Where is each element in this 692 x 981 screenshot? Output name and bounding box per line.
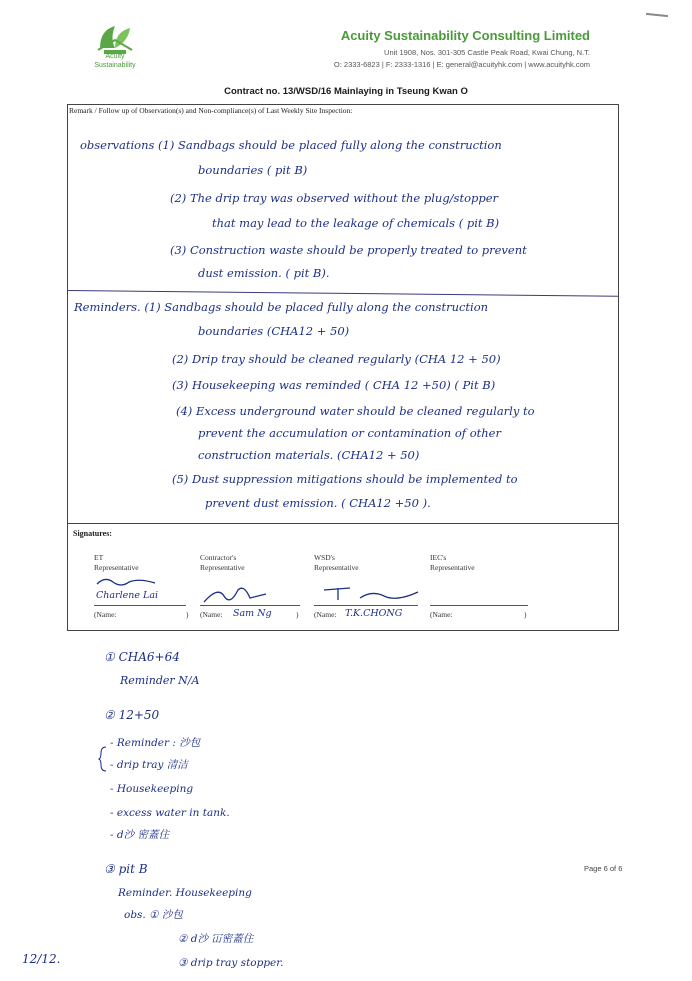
reminder-line: construction materials. (CHA12 + 50) (198, 448, 420, 462)
inspection-form-box (67, 104, 619, 631)
reminder-line: prevent dust emission. ( CHA12 +50 ). (205, 496, 431, 510)
company-name: Acuity Sustainability Consulting Limited (340, 28, 590, 43)
role-line: Representative (94, 563, 139, 572)
page-number: Page 6 of 6 (584, 864, 623, 873)
observation-line: that may lead to the leakage of chemicals ( pit B) (212, 216, 500, 230)
reminder-line: (5) Dust suppression mitigations should be implemented to (172, 472, 518, 486)
wsd-signature-icon (320, 584, 430, 604)
brace-icon (98, 746, 108, 772)
note-line: ③ pit B (104, 862, 148, 876)
role-line: Representative (430, 563, 475, 572)
note-line: - drip tray 清洁 (110, 759, 188, 771)
note-line: obs. ① 沙包 (124, 909, 183, 921)
et-handwritten-name: Charlene Lai (96, 590, 159, 601)
note-line: ② d沙 冚密蓋住 (178, 933, 254, 945)
signature-role-wsd (314, 553, 359, 573)
reminder-line: (2) Drip tray should be cleaned regularly (CHA 12 + 50) (172, 352, 501, 366)
contractor-handwritten-name: Sam Ng (233, 608, 272, 619)
observation-line: (2) The drip tray was observed without the plug/stopper (170, 191, 499, 205)
iec-name-close: ) (524, 610, 527, 619)
reminder-line: (3) Housekeeping was reminded ( CHA 12 +50) ( Pit B) (172, 378, 496, 392)
company-address: Unit 1908, Nos. 301-305 Castle Peak Road, Kwai Chung, N.T. (384, 48, 590, 57)
note-line: - d沙 密蓋住 (110, 829, 169, 841)
wsd-handwritten-name: T.K.CHONG (345, 608, 403, 619)
note-line: ③ drip tray stopper. (178, 957, 284, 969)
signature-line (430, 605, 528, 606)
note-line: ① CHA6+64 (104, 650, 180, 664)
note-line: ② 12+50 (104, 708, 160, 722)
role-line: ET (94, 553, 104, 562)
role-line: WSD's (314, 553, 335, 562)
reminder-line: prevent the accumulation or contamination of other (198, 426, 501, 440)
role-line: Representative (200, 563, 245, 572)
role-line: IEC's (430, 553, 447, 562)
reminder-line: boundaries (CHA12 + 50) (198, 324, 350, 338)
signatures-heading: Signatures: (73, 529, 112, 538)
section-divider (68, 523, 618, 524)
contractor-name-label: (Name: (200, 610, 223, 619)
company-logo-icon (86, 18, 144, 80)
observation-line: boundaries ( pit B) (198, 163, 308, 177)
note-line: Reminder. Housekeeping (118, 887, 252, 899)
scan-mark (646, 13, 668, 17)
signature-role-contractor (200, 553, 245, 573)
signature-role-iec (430, 553, 475, 573)
signature-line (314, 605, 418, 606)
role-line: Representative (314, 563, 359, 572)
logo-text: Acuity Sustainability (94, 53, 136, 69)
iec-name-label: (Name: (430, 610, 453, 619)
reminder-line: Reminders. (1) Sandbags should be placed fully along the construction (74, 300, 489, 314)
et-name-close: ) (186, 610, 189, 619)
note-line: - excess water in tank. (110, 807, 230, 819)
date-note: 12/12. (22, 952, 61, 966)
observation-line: observations (1) Sandbags should be placed fully along the construction (80, 138, 502, 152)
contract-title: Contract no. 13/WSD/16 Mainlaying in Tseung Kwan O (224, 86, 468, 97)
wsd-name-label: (Name: (314, 610, 337, 619)
contractor-name-close: ) (296, 610, 299, 619)
signature-line (94, 605, 186, 606)
signature-line (200, 605, 300, 606)
et-name-label: (Name: (94, 610, 117, 619)
note-line: Reminder N/A (120, 674, 200, 687)
role-line: Contractor's (200, 553, 237, 562)
signature-role-et (94, 553, 139, 573)
et-signature-icon (95, 574, 165, 588)
note-line: - Reminder : 沙包 (110, 737, 201, 749)
observation-line: (3) Construction waste should be properly treated to prevent (170, 243, 527, 257)
observation-line: dust emission. ( pit B). (198, 266, 330, 280)
reminder-line: (4) Excess underground water should be cleaned regularly to (176, 404, 535, 418)
note-line: - Housekeeping (110, 783, 194, 795)
remark-heading: Remark / Follow up of Observation(s) and Non-compliance(s) of Last Weekly Site Inspection: (69, 106, 353, 115)
company-contact: O: 2333-6823 | F: 2333-1316 | E: general@acuityhk.com | www.acuityhk.com (333, 60, 590, 69)
